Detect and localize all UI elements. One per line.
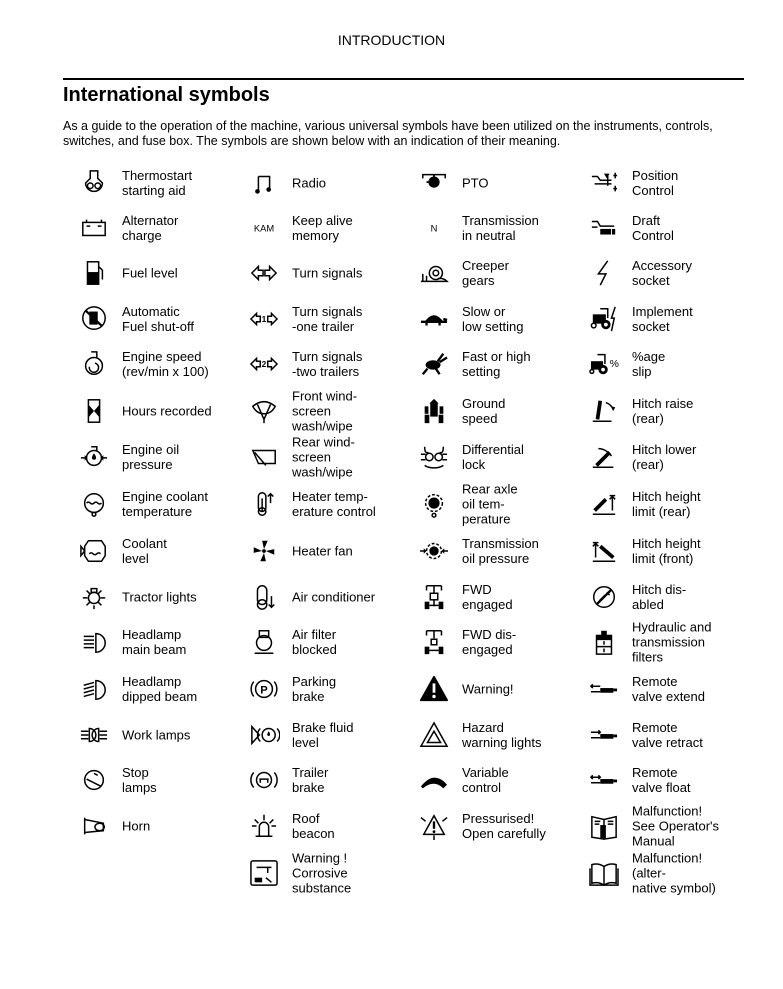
symbol-label: Position Control (632, 168, 679, 198)
symbol-label: Turn signals (292, 265, 363, 281)
air-filter-icon (247, 627, 281, 657)
slip-icon (587, 349, 621, 379)
symbol-item (573, 804, 743, 848)
symbol-item (573, 482, 743, 526)
symbol-label: Engine coolant temperature (122, 489, 209, 519)
symbol-item (233, 389, 403, 433)
symbol-item (573, 251, 743, 295)
hitch-lower-icon (587, 442, 621, 472)
symbol-label: Rear axle oil tem- perature (462, 481, 518, 527)
symbol-label: Air filter blocked (292, 627, 337, 657)
symbol-item (573, 297, 743, 341)
symbol-label: Pressurised! Open carefully (462, 811, 546, 841)
turn-signals-icon (247, 258, 281, 288)
page-title: International symbols (63, 84, 270, 106)
symbol-item (233, 713, 403, 757)
turn-signals-two-icon (247, 349, 281, 379)
symbol-item (573, 620, 743, 664)
symbol-item (403, 575, 573, 619)
symbol-item (63, 758, 233, 802)
symbol-item (233, 161, 403, 205)
symbol-label: Automatic Fuel shut-off (122, 304, 195, 334)
symbol-label: Accessory socket (632, 258, 692, 288)
symbol-item (403, 667, 573, 711)
symbol-label: Remote valve retract (632, 720, 703, 750)
symbol-item (233, 251, 403, 295)
symbol-label: FWD dis- engaged (462, 627, 517, 657)
diff-lock-icon (417, 442, 451, 472)
battery-icon (77, 213, 111, 243)
symbol-label: Draft Control (632, 213, 674, 243)
symbol-label: Air conditioner (292, 589, 376, 605)
page-header: INTRODUCTION (337, 32, 446, 48)
symbol-item (573, 435, 743, 479)
svg-text:P: P (260, 684, 268, 697)
symbol-label: Hitch lower (rear) (632, 442, 697, 472)
symbol-label: Fast or high setting (462, 349, 531, 379)
pressurised-icon (417, 811, 451, 841)
snail-icon (417, 258, 451, 288)
tortoise-icon (417, 304, 451, 334)
symbol-item (63, 575, 233, 619)
symbol-item (63, 713, 233, 757)
symbol-item (233, 482, 403, 526)
symbol-item (403, 529, 573, 573)
symbol-label: PTO (462, 175, 489, 191)
symbol-item (63, 435, 233, 479)
manual-hand-icon (587, 811, 621, 841)
symbol-item (403, 435, 573, 479)
symbol-label: Rear wind- screen wash/wipe (292, 434, 355, 480)
symbol-label: Transmission oil pressure (462, 536, 539, 566)
symbol-item (573, 851, 743, 895)
symbol-label: Headlamp dipped beam (122, 674, 198, 704)
svg-text:N: N (430, 223, 438, 234)
symbol-item (573, 758, 743, 802)
symbol-item (63, 804, 233, 848)
symbol-item (233, 804, 403, 848)
symbol-label: Slow or low setting (462, 304, 524, 334)
rear-axle-temp-icon (417, 489, 451, 519)
symbol-item (233, 297, 403, 341)
hitch-raise-icon (587, 396, 621, 426)
header-rule (63, 78, 744, 80)
draft-control-icon (587, 213, 621, 243)
symbol-item (403, 389, 573, 433)
symbol-label: Malfunction! (alter- native symbol) (632, 850, 716, 896)
symbol-item (63, 206, 233, 250)
symbol-label: Creeper gears (462, 258, 509, 288)
rear-wiper-icon (247, 442, 281, 472)
symbol-item (573, 529, 743, 573)
symbol-label: Hazard warning lights (462, 720, 542, 750)
symbol-label: Turn signals -two trailers (292, 349, 363, 379)
fuel-pump-icon (77, 258, 111, 288)
symbol-item (403, 206, 573, 250)
symbol-item (233, 758, 403, 802)
symbol-label: Alternator charge (122, 213, 179, 243)
symbol-item (63, 389, 233, 433)
symbol-label: Work lamps (122, 727, 191, 743)
symbol-item (63, 620, 233, 664)
symbol-label: Heater fan (292, 543, 353, 559)
symbol-item (403, 342, 573, 386)
symbol-label: Fuel level (122, 265, 178, 281)
symbol-item (63, 161, 233, 205)
dipped-beam-icon (77, 674, 111, 704)
svg-text:2: 2 (261, 358, 267, 369)
horn-icon (77, 811, 111, 841)
valve-extend-icon (587, 674, 621, 704)
symbol-label: Malfunction! See Operator's Manual (632, 803, 720, 849)
brake-fluid-icon (247, 720, 281, 750)
symbol-item (573, 342, 743, 386)
symbol-item (233, 667, 403, 711)
symbol-item (233, 206, 403, 250)
symbol-label: Coolant level (122, 536, 167, 566)
symbol-label: Thermostart starting aid (122, 168, 193, 198)
ground-speed-icon (417, 396, 451, 426)
symbol-label: Headlamp main beam (122, 627, 187, 657)
symbol-item (233, 435, 403, 479)
kam-icon (247, 213, 281, 243)
symbol-label: Variable control (462, 765, 509, 795)
tractor-lights-icon (77, 582, 111, 612)
svg-text:1: 1 (261, 313, 267, 324)
stop-lamps-icon (77, 765, 111, 795)
symbol-label: Warning! (462, 681, 514, 697)
symbol-label: Ground speed (462, 396, 506, 426)
symbol-item (403, 161, 573, 205)
symbol-label: Keep alive memory (292, 213, 353, 243)
symbol-item (403, 482, 573, 526)
work-lamps-icon (77, 720, 111, 750)
symbol-label: Hitch height limit (front) (632, 536, 701, 566)
symbol-label: Hitch height limit (rear) (632, 489, 701, 519)
corrosive-icon (247, 858, 281, 888)
symbol-label: Turn signals -one trailer (292, 304, 363, 334)
symbol-item (403, 251, 573, 295)
engine-speed-icon (77, 349, 111, 379)
turn-signals-one-icon (247, 304, 281, 334)
lightning-icon (587, 258, 621, 288)
symbol-label: Hitch raise (rear) (632, 396, 694, 426)
symbol-item (573, 575, 743, 619)
symbol-item (63, 251, 233, 295)
filters-icon (587, 627, 621, 657)
fwd-disengaged-icon (417, 627, 451, 657)
neutral-icon (417, 213, 451, 243)
symbol-label: Trailer brake (292, 765, 329, 795)
symbol-item (63, 529, 233, 573)
trans-oil-pressure-icon (417, 536, 451, 566)
coolant-temp-icon (77, 489, 111, 519)
symbol-label: Differential lock (462, 442, 524, 472)
hare-icon (417, 349, 451, 379)
symbol-item (573, 713, 743, 757)
symbol-label: Engine speed (rev/min x 100) (122, 349, 209, 379)
symbol-label: Warning ! Corrosive substance (292, 850, 352, 896)
front-wiper-icon (247, 396, 281, 426)
svg-text:KAM: KAM (253, 223, 275, 234)
implement-socket-icon (587, 304, 621, 334)
symbol-label: Remote valve extend (632, 674, 705, 704)
symbol-item (403, 713, 573, 757)
fuel-shutoff-icon (77, 304, 111, 334)
symbol-item (63, 667, 233, 711)
hitch-limit-rear-icon (587, 489, 621, 519)
symbol-item (233, 529, 403, 573)
thermostart-icon (77, 168, 111, 198)
symbol-label: Implement socket (632, 304, 693, 334)
fan-icon (247, 536, 281, 566)
symbol-label: Stop lamps (122, 765, 157, 795)
fwd-engaged-icon (417, 582, 451, 612)
symbol-label: Roof beacon (292, 811, 335, 841)
intro-paragraph: As a guide to the operation of the machine, various universal symbols have been utilized on the instruments, controls, switches, and fuse box. The symbols are shown below with an indication of their meaning. (63, 119, 713, 148)
symbol-item (573, 667, 743, 711)
symbol-item (573, 161, 743, 205)
symbol-label: Heater temp- erature control (292, 489, 376, 519)
symbol-item (63, 297, 233, 341)
hourglass-icon (77, 396, 111, 426)
hazard-icon (417, 720, 451, 750)
roof-beacon-icon (247, 811, 281, 841)
symbol-item (403, 297, 573, 341)
symbol-item (573, 389, 743, 433)
hitch-limit-front-icon (587, 536, 621, 566)
symbol-label: Tractor lights (122, 589, 197, 605)
book-icon (587, 858, 621, 888)
symbol-item (233, 620, 403, 664)
warning-icon (417, 674, 451, 704)
hitch-disabled-icon (587, 582, 621, 612)
symbol-label: Hydraulic and transmission filters (632, 619, 712, 665)
symbol-label: Horn (122, 818, 151, 834)
symbol-item (403, 620, 573, 664)
main-beam-icon (77, 627, 111, 657)
symbol-item (573, 206, 743, 250)
symbol-label: %age slip (632, 349, 666, 379)
air-conditioner-icon (247, 582, 281, 612)
symbol-label: Front wind- screen wash/wipe (292, 388, 358, 434)
symbol-label: Transmission in neutral (462, 213, 539, 243)
symbol-label: Hitch dis- abled (632, 582, 687, 612)
oil-pressure-icon (77, 442, 111, 472)
symbol-label: Remote valve float (632, 765, 691, 795)
symbol-item (233, 851, 403, 895)
symbol-label: FWD engaged (462, 582, 513, 612)
symbol-item (63, 342, 233, 386)
coolant-level-icon (77, 536, 111, 566)
symbol-label: Radio (292, 175, 326, 191)
position-control-icon (587, 168, 621, 198)
symbol-item (233, 342, 403, 386)
symbol-item (403, 758, 573, 802)
valve-retract-icon (587, 720, 621, 750)
parking-brake-icon (247, 674, 281, 704)
pto-icon (417, 168, 451, 198)
symbol-label: Hours recorded (122, 403, 212, 419)
heater-temp-icon (247, 489, 281, 519)
symbol-label: Brake fluid level (292, 720, 354, 750)
symbol-item (233, 575, 403, 619)
music-note-icon (247, 168, 281, 198)
valve-float-icon (587, 765, 621, 795)
symbol-item (403, 804, 573, 848)
variable-control-icon (417, 765, 451, 795)
svg-text:%: % (609, 358, 619, 370)
symbol-item (63, 482, 233, 526)
trailer-brake-icon (247, 765, 281, 795)
symbol-label: Engine oil pressure (122, 442, 180, 472)
symbol-label: Parking brake (292, 674, 337, 704)
